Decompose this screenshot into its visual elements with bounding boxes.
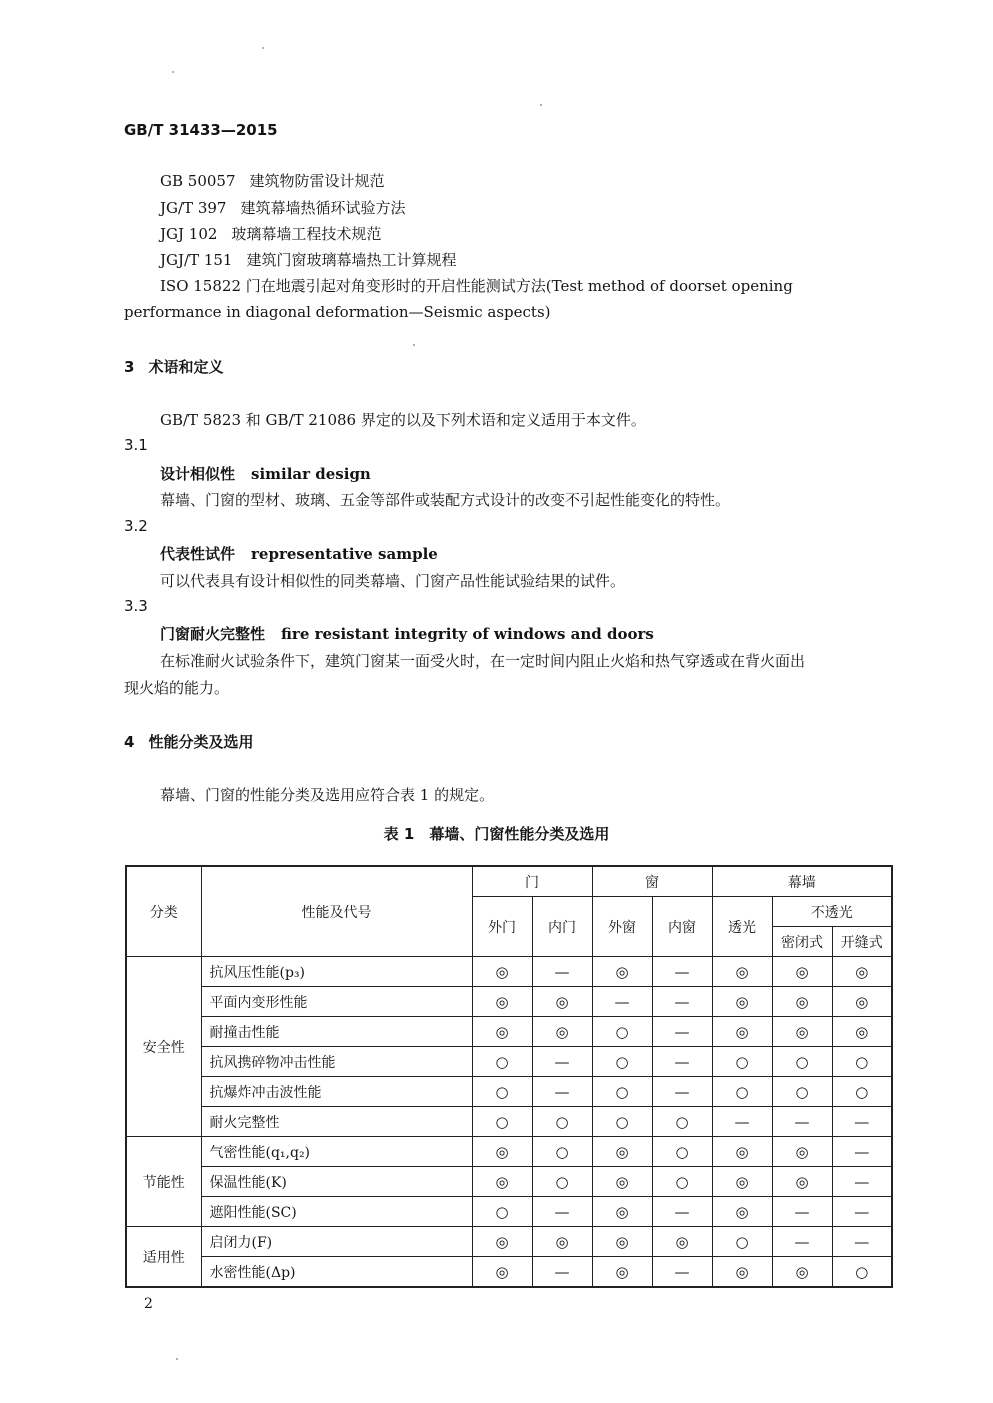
applicability-cell: ◎ (592, 1167, 652, 1197)
header-curtain-wall: 幕墙 (712, 866, 892, 897)
clause-number: 3.1 (124, 436, 148, 454)
header-category: 分类 (126, 866, 201, 957)
applicability-cell: ○ (592, 1017, 652, 1047)
term-heading (160, 543, 438, 564)
term-definition-continued: 现火焰的能力。 (124, 679, 230, 697)
applicability-cell: ○ (472, 1047, 532, 1077)
reference-iso-line2: performance in diagonal deformation—Seismic aspects) (124, 303, 551, 321)
reference-item (160, 223, 381, 244)
scan-speck (262, 47, 264, 49)
table-title: 表 1 幕墙、门窗性能分类及选用 (383, 825, 610, 843)
performance-name-cell: 遮阳性能(SC) (201, 1197, 472, 1227)
applicability-cell: ◎ (472, 1227, 532, 1257)
header-inner-window: 内窗 (652, 897, 712, 957)
applicability-cell: ◎ (712, 1257, 772, 1288)
performance-name-cell: 抗风携碎物冲击性能 (201, 1047, 472, 1077)
applicability-cell: ◎ (772, 1137, 832, 1167)
applicability-cell: ◎ (772, 1167, 832, 1197)
section-number: 4 (124, 733, 135, 751)
term-english: fire resistant integrity of windows and doors (281, 625, 654, 643)
applicability-cell: ◎ (712, 957, 772, 987)
performance-name-cell: 气密性能(q₁,q₂) (201, 1137, 472, 1167)
applicability-cell: ○ (832, 1077, 892, 1107)
applicability-cell: ○ (532, 1167, 592, 1197)
applicability-cell: ○ (772, 1077, 832, 1107)
performance-name-cell: 耐火完整性 (201, 1107, 472, 1137)
table-row (126, 1197, 892, 1227)
header-window: 窗 (592, 866, 712, 897)
applicability-cell: — (652, 1017, 712, 1047)
applicability-cell: — (532, 1197, 592, 1227)
applicability-cell: ○ (712, 1077, 772, 1107)
applicability-cell: ◎ (472, 1137, 532, 1167)
table-row (126, 1047, 892, 1077)
header-closed: 密闭式 (772, 927, 832, 957)
applicability-cell: ○ (532, 1137, 592, 1167)
category-cell: 安全性 (126, 957, 201, 1137)
applicability-cell: — (652, 1257, 712, 1288)
reference-item (160, 197, 405, 218)
applicability-cell: ○ (652, 1107, 712, 1137)
table-row (126, 957, 892, 987)
clause-number: 3.2 (124, 517, 148, 535)
table-body (126, 957, 892, 1288)
term-heading (160, 463, 371, 484)
applicability-cell: ○ (592, 1047, 652, 1077)
applicability-cell: — (532, 957, 592, 987)
applicability-cell: — (772, 1107, 832, 1137)
reference-code: JG/T 397 (160, 199, 227, 217)
applicability-cell: — (832, 1107, 892, 1137)
section-3-intro: GB/T 5823 和 GB/T 21086 界定的以及下列术语和定义适用于本文件。 (160, 411, 646, 429)
header-opaque: 不透光 (772, 897, 892, 927)
term-chinese: 门窗耐火完整性 (160, 625, 266, 643)
performance-name-cell: 耐撞击性能 (201, 1017, 472, 1047)
applicability-cell: — (592, 987, 652, 1017)
applicability-cell: ○ (532, 1107, 592, 1137)
applicability-cell: ○ (832, 1257, 892, 1288)
header-transparent: 透光 (712, 897, 772, 957)
applicability-cell: ○ (712, 1227, 772, 1257)
performance-name-cell: 抗风压性能(p₃) (201, 957, 472, 987)
header-outer-door: 外门 (472, 897, 532, 957)
performance-name-cell: 抗爆炸冲击波性能 (201, 1077, 472, 1107)
standard-header: GB/T 31433—2015 (124, 121, 278, 139)
applicability-cell: ◎ (532, 1227, 592, 1257)
applicability-cell: — (532, 1047, 592, 1077)
table-row (126, 1137, 892, 1167)
table-row (126, 1257, 892, 1288)
clause-number: 3.3 (124, 597, 148, 615)
applicability-cell: ◎ (472, 987, 532, 1017)
section-3-heading (124, 356, 223, 377)
reference-title: 建筑物防雷设计规范 (249, 172, 385, 190)
scan-speck (413, 344, 415, 346)
applicability-cell: ○ (472, 1107, 532, 1137)
table-row (126, 1107, 892, 1137)
reference-title: 建筑幕墙热循环试验方法 (240, 199, 406, 217)
applicability-cell: — (832, 1197, 892, 1227)
performance-name-cell: 水密性能(Δp) (201, 1257, 472, 1288)
applicability-cell: ◎ (472, 957, 532, 987)
scan-speck (540, 104, 542, 106)
table-row (126, 987, 892, 1017)
term-definition: 可以代表具有设计相似性的同类幕墙、门窗产品性能试验结果的试件。 (160, 572, 626, 590)
applicability-cell: ◎ (712, 1137, 772, 1167)
applicability-cell: ○ (592, 1077, 652, 1107)
applicability-cell: — (532, 1257, 592, 1288)
term-definition: 幕墙、门窗的型材、玻璃、五金等部件或装配方式设计的改变不引起性能变化的特性。 (160, 491, 731, 509)
applicability-cell: ◎ (712, 987, 772, 1017)
category-cell: 节能性 (126, 1137, 201, 1227)
applicability-cell: ◎ (832, 1017, 892, 1047)
reference-item (160, 249, 456, 270)
applicability-cell: ○ (472, 1077, 532, 1107)
section-4-intro: 幕墙、门窗的性能分类及选用应符合表 1 的规定。 (160, 786, 495, 804)
applicability-cell: ◎ (712, 1197, 772, 1227)
applicability-cell: — (652, 1197, 712, 1227)
applicability-cell: ◎ (532, 1017, 592, 1047)
term-definition: 在标准耐火试验条件下，建筑门窗某一面受火时，在一定时间内阻止火焰和热气穿透或在背火面出 (160, 652, 806, 670)
applicability-cell: — (772, 1197, 832, 1227)
applicability-cell: ○ (652, 1167, 712, 1197)
term-english: representative sample (251, 545, 438, 563)
reference-title: 玻璃幕墙工程技术规范 (231, 225, 382, 243)
reference-code: GB 50057 (160, 172, 236, 190)
header-inner-door: 内门 (532, 897, 592, 957)
applicability-cell: ◎ (772, 987, 832, 1017)
applicability-cell: ○ (772, 1047, 832, 1077)
header-performance: 性能及代号 (201, 866, 472, 957)
applicability-cell: — (712, 1107, 772, 1137)
applicability-cell: ◎ (712, 1017, 772, 1047)
applicability-cell: ○ (592, 1107, 652, 1137)
section-number: 3 (124, 358, 135, 376)
table-row (126, 1077, 892, 1107)
applicability-cell: — (652, 1047, 712, 1077)
applicability-cell: ◎ (712, 1167, 772, 1197)
applicability-cell: ◎ (592, 1137, 652, 1167)
performance-table (125, 865, 893, 1288)
category-cell: 适用性 (126, 1227, 201, 1288)
applicability-cell: — (532, 1077, 592, 1107)
applicability-cell: — (652, 987, 712, 1017)
applicability-cell: — (832, 1227, 892, 1257)
applicability-cell: ◎ (592, 1257, 652, 1288)
applicability-cell: — (652, 957, 712, 987)
header-outer-window: 外窗 (592, 897, 652, 957)
section-title: 术语和定义 (148, 358, 224, 376)
header-door: 门 (472, 866, 592, 897)
table-row (126, 1227, 892, 1257)
term-heading (160, 623, 654, 644)
applicability-cell: ◎ (772, 957, 832, 987)
applicability-cell: ◎ (832, 987, 892, 1017)
reference-item (160, 170, 385, 191)
reference-title: 建筑门窗玻璃幕墙热工计算规程 (246, 251, 457, 269)
applicability-cell: ◎ (772, 1017, 832, 1047)
applicability-cell: ◎ (592, 957, 652, 987)
reference-code: JGJ 102 (160, 225, 218, 243)
term-chinese: 代表性试件 (160, 545, 236, 563)
term-english: similar design (251, 465, 371, 483)
applicability-cell: ◎ (832, 957, 892, 987)
section-title: 性能分类及选用 (148, 733, 254, 751)
scan-speck (176, 1358, 178, 1360)
applicability-cell: ○ (652, 1137, 712, 1167)
reference-iso-line1: ISO 15822 门在地震引起对角变形时的开启性能测试方法(Test method of doorset opening (160, 277, 793, 295)
applicability-cell: ◎ (592, 1227, 652, 1257)
section-4-heading (124, 731, 253, 752)
header-open-joint: 开缝式 (832, 927, 892, 957)
applicability-cell: — (832, 1167, 892, 1197)
applicability-cell: ◎ (472, 1257, 532, 1288)
table-row (126, 1017, 892, 1047)
performance-name-cell: 启闭力(F) (201, 1227, 472, 1257)
applicability-cell: — (832, 1137, 892, 1167)
applicability-cell: ◎ (472, 1017, 532, 1047)
applicability-cell: ◎ (472, 1167, 532, 1197)
reference-code: JGJ/T 151 (160, 251, 233, 269)
performance-name-cell: 保温性能(K) (201, 1167, 472, 1197)
table-row (126, 1167, 892, 1197)
scan-speck (172, 71, 174, 73)
applicability-cell: ○ (832, 1047, 892, 1077)
applicability-cell: — (652, 1077, 712, 1107)
applicability-cell: ◎ (772, 1257, 832, 1288)
applicability-cell: — (772, 1227, 832, 1257)
term-chinese: 设计相似性 (160, 465, 236, 483)
page-number: 2 (144, 1296, 153, 1312)
applicability-cell: ◎ (592, 1197, 652, 1227)
applicability-cell: ○ (472, 1197, 532, 1227)
applicability-cell: ○ (712, 1047, 772, 1077)
applicability-cell: ◎ (652, 1227, 712, 1257)
applicability-cell: ◎ (532, 987, 592, 1017)
performance-name-cell: 平面内变形性能 (201, 987, 472, 1017)
